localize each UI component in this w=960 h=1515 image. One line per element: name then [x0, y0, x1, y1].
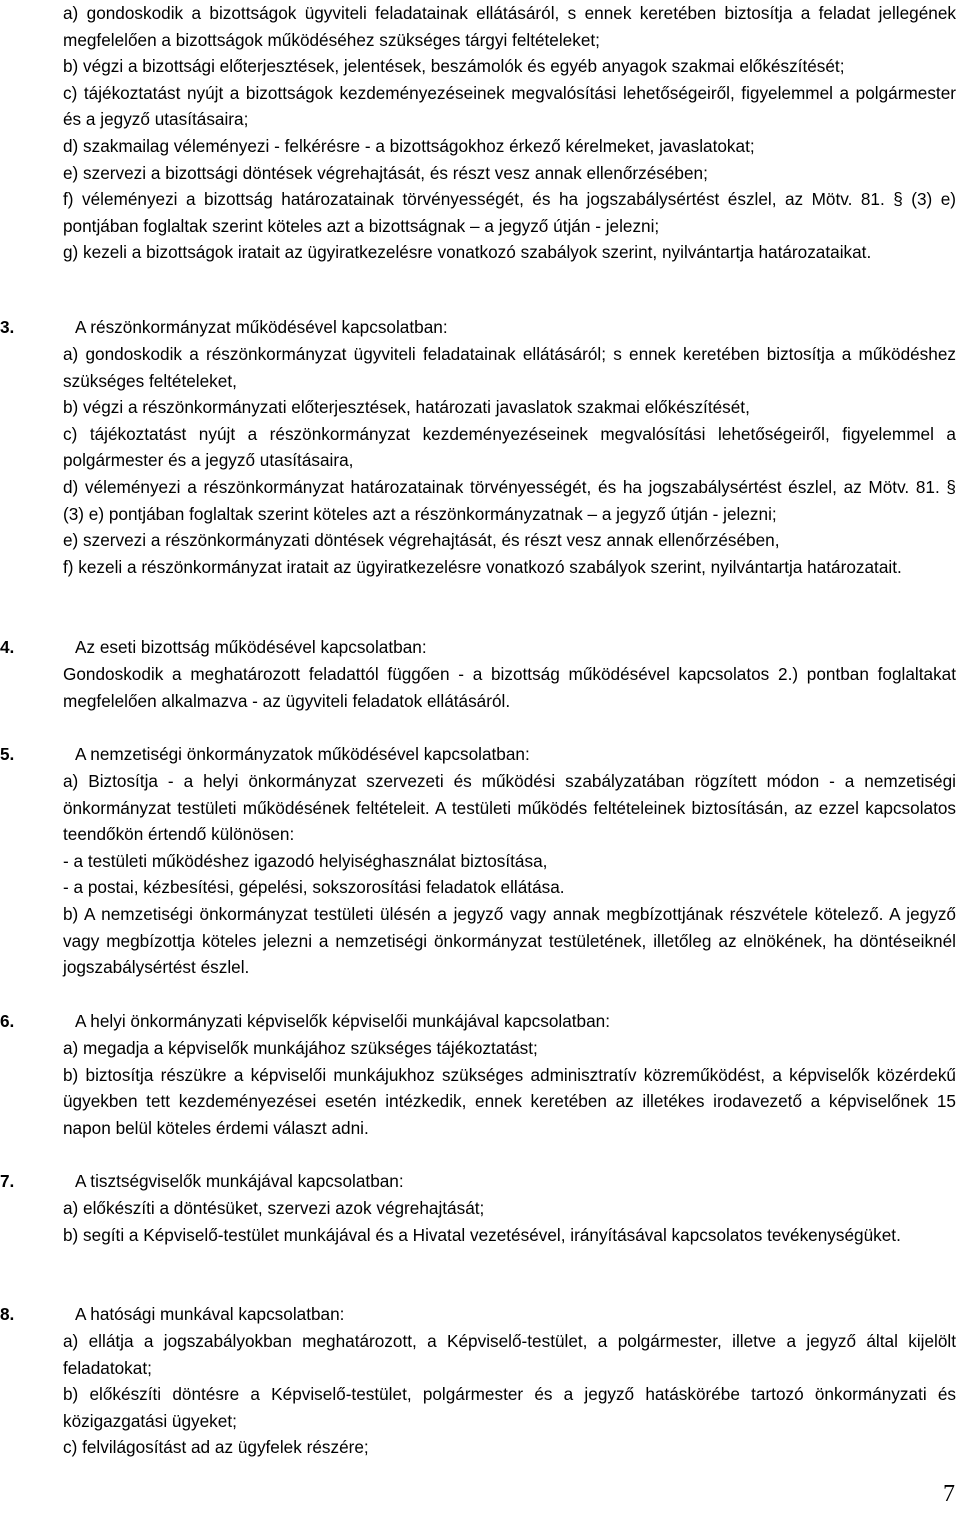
- page-number: 7: [943, 1481, 955, 1507]
- list-item: b) előkészíti döntésre a Képviselő-testület, polgármester és a jegyző hatáskörébe tartozó önkormányzati és közigazgatási ügyeket;: [63, 1384, 956, 1431]
- list-item: b) A nemzetiségi önkormányzat testületi ülésén a jegyző vagy annak megbízottjának részvétele kötelező. A jegyző vagy megbízottja köteles jelezni a nemzetiségi önkormányzat testületének, illetőleg az elnökének, ha döntéseiknél jogszabálysértést észlel.: [63, 903, 956, 978]
- section-items-block: [63, 1328, 956, 1461]
- section-title: A nemzetiségi önkormányzatok működésével kapcsolatban:: [75, 744, 530, 764]
- list-item: b) biztosítja részükre a képviselői munkájukhoz szükséges adminisztratív közreműködést, a képviselők közérdekű ügyekben tett kezdeményezései esetén intézkedik, ennek keretében az illetékes irodavezető a képviselőnek 15 napon belül köteles érdemi választ adni.: [63, 1064, 956, 1138]
- section-number: 8.: [0, 1304, 15, 1324]
- list-item: d) véleményezi a részönkormányzat határozatainak törvényességét, és ha jogszabálysértést észlel, az Mötv. 81. § (3) e) pontjában foglaltak szerint köteles azt a részönkormányzatnak – a jegyző útján - jelezni;: [63, 476, 956, 524]
- list-item: a) ellátja a jogszabályokban meghatározott, a Képviselő-testület, a polgármester, illetve a jegyző által kijelölt feladatokat;: [63, 1331, 956, 1378]
- list-item: b) végzi a részönkormányzati előterjesztések, határozati javaslatok szakmai előkészítését,: [63, 397, 750, 418]
- section-number: 4.: [0, 637, 15, 657]
- section-items-block: [63, 1035, 956, 1141]
- committee-items-block: [63, 0, 956, 266]
- list-item: c) tájékoztatást nyújt a részönkormányzat kezdeményezéseinek megvalósítási lehetőségeiről, figyelemmel a polgármester és a jegyző utasításaira,: [63, 423, 956, 471]
- section-number: 3.: [0, 317, 15, 337]
- list-item: e) szervezi a részönkormányzati döntések végrehajtását, és részt vesz annak ellenőrzésében,: [63, 530, 780, 551]
- section-title: A tisztségviselők munkájával kapcsolatban:: [75, 1171, 404, 1191]
- list-item: - a postai, kézbesítési, gépelési, sokszorosítási feladatok ellátása.: [63, 877, 565, 898]
- section-number: 5.: [0, 744, 15, 764]
- section-items-block: [63, 661, 956, 714]
- list-item: f) kezeli a részönkormányzat iratait az ügyiratkezelésre vonatkozó szabályok szerint, nyilvántartja határozatait.: [63, 556, 902, 577]
- list-item: e) szervezi a bizottsági döntések végrehajtását, és részt vesz annak ellenőrzésében;: [63, 162, 708, 183]
- list-item: c) felvilágosítást ad az ügyfelek részére;: [63, 1437, 369, 1458]
- section-number: 7.: [0, 1171, 15, 1191]
- section-items-block: [63, 1195, 956, 1248]
- section-title: A részönkormányzat működésével kapcsolatban:: [75, 317, 448, 337]
- section-title: Az eseti bizottság működésével kapcsolatban:: [75, 637, 427, 657]
- section-number: 6.: [0, 1011, 15, 1031]
- list-item: g) kezeli a bizottságok iratait az ügyiratkezelésre vonatkozó szabályok szerint, nyilvántartja határozataikat.: [63, 242, 872, 263]
- section-items-block: [63, 341, 956, 580]
- list-item: a) megadja a képviselők munkájához szükséges tájékoztatást;: [63, 1038, 538, 1058]
- list-item: a) előkészíti a döntésüket, szervezi azok végrehajtását;: [63, 1198, 485, 1218]
- list-item: d) szakmailag véleményezi - felkérésre - a bizottságokhoz érkező kérelmeket, javaslatokat;: [63, 135, 755, 156]
- list-item: b) segíti a Képviselő-testület munkájával és a Hivatal vezetésével, irányításával kapcsolatos tevékenységüket.: [63, 1224, 901, 1245]
- list-item: a) gondoskodik a részönkormányzat ügyviteli feladatainak ellátásáról; s ennek keretében biztosítja a működéshez szükséges feltételeket,: [63, 344, 956, 391]
- list-item: a) Biztosítja - a helyi önkormányzat szervezeti és működési szabályzatában rögzített módon - a nemzetiségi önkormányzat testületi működésének feltételeit. A testületi működés feltételeinek biztosításán, az ezzel kapcsolatos teendőkön értendő különösen:: [63, 771, 956, 845]
- section-items-block: [63, 768, 956, 981]
- list-item: a) gondoskodik a bizottságok ügyviteli feladatainak ellátásáról, s ennek keretében biztosítja a feladat jellegének megfelelően a bizottságok működéséhez szükséges tárgyi feltételeket;: [63, 3, 956, 50]
- list-item: - a testületi működéshez igazodó helyiséghasználat biztosítása,: [63, 850, 548, 871]
- section-title: A helyi önkormányzati képviselők képviselői munkájával kapcsolatban:: [75, 1011, 611, 1031]
- list-item: c) tájékoztatást nyújt a bizottságok kezdeményezéseinek megvalósítási lehetőségeiről, figyelemmel a polgármester és a jegyző utasításaira;: [63, 82, 956, 130]
- list-item: f) véleményezi a bizottság határozatainak törvényességét, és ha jogszabálysértést észlel, az Mötv. 81. § (3) e) pontjában foglaltak szerint köteles azt a bizottságnak – a jegyző útján - jelezni;: [63, 189, 956, 236]
- list-item: b) végzi a bizottsági előterjesztések, jelentések, beszámolók és egyéb anyagok szakmai előkészítését;: [63, 56, 845, 77]
- list-item: Gondoskodik a meghatározott feladattól függően - a bizottság működésével kapcsolatos 2.) pontban foglaltakat megfelelően alkalmazva - az ügyviteli feladatok ellátásáról.: [63, 664, 956, 711]
- section-title: A hatósági munkával kapcsolatban:: [75, 1304, 345, 1324]
